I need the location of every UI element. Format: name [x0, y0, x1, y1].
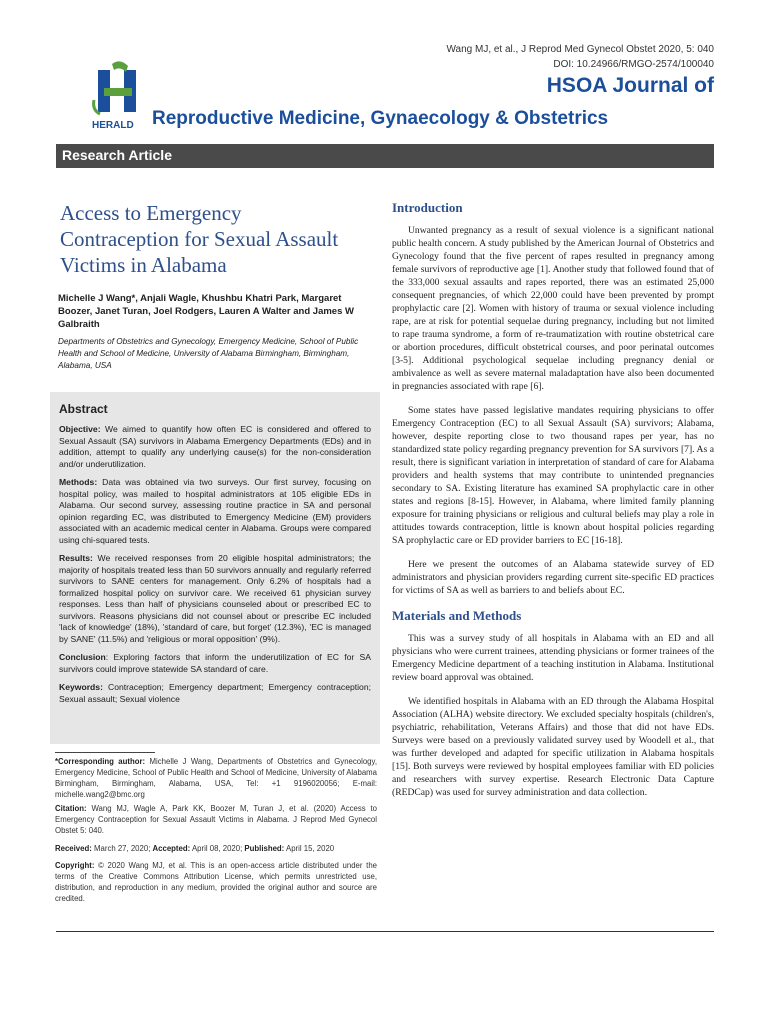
- corresponding-label: *Corresponding author:: [55, 757, 146, 766]
- intro-paragraph: Some states have passed legislative mandates requiring physicians to offer Emergency Contraception (EC) to all Sexual Assault (SA) survivors; Alabama, however, despite reporting close to two thousand rapes per year, has no standardized state policy regarding pregnancy prevention for SA survivors [7]. As a result, there is significant variation in interpretation of standard of care for Alabama providers and health systems that may contribute to unintended pregnancies secondary to SA. Existing literature has examined SA prophylactic care in other states and regions [8-15]. However, in Alabama, where limited family planning exposure for training physicians or religious and cultural beliefs may play a role in attitudes towards contraception, little is known about hospital policies regarding SA prophylactic care or ED provider barriers to EC [16-18].: [392, 405, 714, 546]
- conclusion-text: : Exploring factors that inform the underutilization of EC for SA survivors could improve statewide SA standard of care.: [59, 652, 371, 674]
- keywords-text: Contraception; Emergency department; Emergency contraception; Sexual assault; Sexual violence: [59, 682, 371, 704]
- footnote-divider: [55, 752, 155, 753]
- objective-label: Objective:: [59, 424, 101, 434]
- received-text: March 27, 2020;: [91, 844, 153, 853]
- published-label: Published:: [244, 844, 285, 853]
- intro-paragraph: Unwanted pregnancy as a result of sexual violence is a significant national public health concern. A study published by the American Journal of Obstetrics and Gynecology found that the five percent of rapes resulted in pregnancy among female survivors of reproductive age [1]. Another study that followed found that of the 333,000 sexual assaults and rapes reported, there was an estimated 25,000 consequent pregnancies, of which 22,000 could have been prevented by prompt prophylactic care [2]. Women with history of trauma or sexual violence including rape, are at risk for potential sequelae during pregnancy, including but not limited to rape trauma syndrome, a form of re-traumatization with routine obstetrical care or abortion procedures, difficult obstetrical courses, and poor perinatal outcomes [3-5]. Additional psychological sequelae including pregnancy denial or ambivalence as well as severe maternal maladaptation have also been documented in pregnancies associated with rape [6].: [392, 225, 714, 392]
- keywords-label: Keywords:: [59, 682, 103, 692]
- abstract-heading: Abstract: [59, 402, 108, 416]
- citation-label: Citation:: [55, 804, 87, 813]
- citation-line: Wang MJ, et al., J Reprod Med Gynecol Obstet 2020, 5: 040: [446, 44, 714, 55]
- methods-paragraph: This was a survey study of all hospitals in Alabama with an ED and all physicians who were current trainees, attending physicians or former trainees of the Emergency Medicine department of a teaching institution in Alabama. Institutional review board approval was obtained.: [392, 633, 714, 683]
- abstract-methods: [59, 477, 371, 546]
- corresponding-text: Michelle J Wang, Departments of Obstetrics and Gynecology, Emergency Medicine, School of Public Health and School of Medicine, University of Alabama Birmingham, Birmingham, Alabama, USA, Tel: +1 9196020056; E-mail: michelle.wang2@bmc.org: [55, 757, 377, 799]
- journal-title-line2: Reproductive Medicine, Gynaecology & Obstetrics: [152, 108, 609, 129]
- logo-text: HERALD: [92, 120, 134, 131]
- abstract-results: [59, 553, 371, 645]
- accepted-label: Accepted:: [152, 844, 191, 853]
- abstract-box: [50, 392, 380, 744]
- methods-text: Data was obtained via two surveys. Our first survey, focusing on hospital policy, was mailed to hospital administrators at 105 eligible EDs in Alabama. Our second survey, assessing routine practice in SA and personal opinion regarding EC, was distributed to Emergency Medicine (EM) providers associated with an academic medical center in Alabama. Groups were compared using chi-squared tests.: [59, 477, 371, 545]
- journal-title-line1: HSOA Journal of: [546, 74, 714, 97]
- corresponding-author-note: [55, 756, 377, 800]
- conclusion-label: Conclusion: [59, 652, 106, 662]
- abstract-conclusion: [59, 652, 371, 675]
- running-header: [446, 42, 714, 72]
- accepted-text: April 08, 2020;: [190, 844, 245, 853]
- abstract-keywords: [59, 682, 371, 705]
- methods-label: Methods:: [59, 477, 98, 487]
- citation-text: Wang MJ, Wagle A, Park KK, Boozer M, Turan J, et al. (2020) Access to Emergency Contraception for Sexual Assault Victims in Alabama. J Reprod Med Gynecol Obstet 5: 040.: [55, 804, 377, 835]
- herald-logo: [90, 60, 150, 132]
- results-text: We received responses from 20 eligible hospital administrators; the majority of hospitals treated less than 50 survivors annually and regularly referred survivors to SANE centers for management. Only 6.2% of hospitals had a formalized hospital policy on survivor care. We received 61 physician survey responses. Less than half of physicians counseled about or prescribed EC to survivors. Reasons physicians did not counsel about or prescribe EC included 'lack of knowledge' (18%), 'standard of care, but forget' (12.3%), 'EC is managed by SANE' (11.5%) and 'religious or moral opposition' (9%).: [59, 553, 371, 644]
- author-list: Michelle J Wang*, Anjali Wagle, Khushbu Khatri Park, Margaret Boozer, Janet Turan, Joel Rodgers, Lauren A Walter and James W Galbraith: [58, 293, 354, 330]
- abstract-objective: [59, 424, 371, 470]
- affiliation: Departments of Obstetrics and Gynecology, Emergency Medicine, School of Public Health and School of Medicine, University of Alabama Birmingham, Birmingham, Alabama, USA: [58, 337, 359, 370]
- introduction-heading: Introduction: [392, 200, 463, 215]
- received-label: Received:: [55, 844, 92, 853]
- copyright-label: Copyright:: [55, 861, 95, 870]
- article-title: Access to Emergency Contraception for Sexual Assault Victims in Alabama: [60, 201, 339, 277]
- results-label: Results:: [59, 553, 93, 563]
- body-right-column: [392, 200, 714, 810]
- citation-note: [55, 803, 377, 836]
- copyright-note: [55, 860, 377, 904]
- article-type-banner: [56, 144, 714, 168]
- doi-line: DOI: 10.24966/RMGO-2574/100040: [553, 59, 714, 70]
- methods-heading: Materials and Methods: [392, 608, 522, 623]
- methods-paragraph: We identified hospitals in Alabama with an ED through the Alabama Hospital Association (ALHA) website directory. We excluded specialty hospitals (children's, psychiatric, rehabilitation, Veterans Affairs) and those that did not have EDs. Surveys were based on a previously validated survey used by Woodell et al., that was further developed and adapted for specific utilization in Alabama hospitals [15]. Both surveys were reviewed by hospital employees familiar with ED policies and researchers with survey expertise. Research Electronic Data Capture (REDCap) was used for survey administration and data collection.: [392, 696, 714, 798]
- published-text: April 15, 2020: [284, 844, 335, 853]
- copyright-text: © 2020 Wang MJ, et al. This is an open-access article distributed under the terms of the Creative Commons Attribution License, which permits unrestricted use, distribution, and reproduction in any medium, provided the original author and source are credited.: [55, 861, 377, 903]
- intro-paragraph: Here we present the outcomes of an Alabama statewide survey of ED administrators and physician providers regarding current site-specific ED practices for victims of SA as well as barriers to and beliefs about EC.: [392, 559, 714, 596]
- objective-text: We aimed to quantify how often EC is considered and offered to Sexual Assault (SA) survivors in Alabama Emergency Departments (EDs) and in addition, attempt to qualify any underlying cause(s) for the non-consideration and/or underutilization.: [59, 424, 371, 469]
- dates-note: [55, 843, 377, 854]
- article-type-label: Research Article: [62, 147, 172, 163]
- bottom-rule: [56, 931, 714, 932]
